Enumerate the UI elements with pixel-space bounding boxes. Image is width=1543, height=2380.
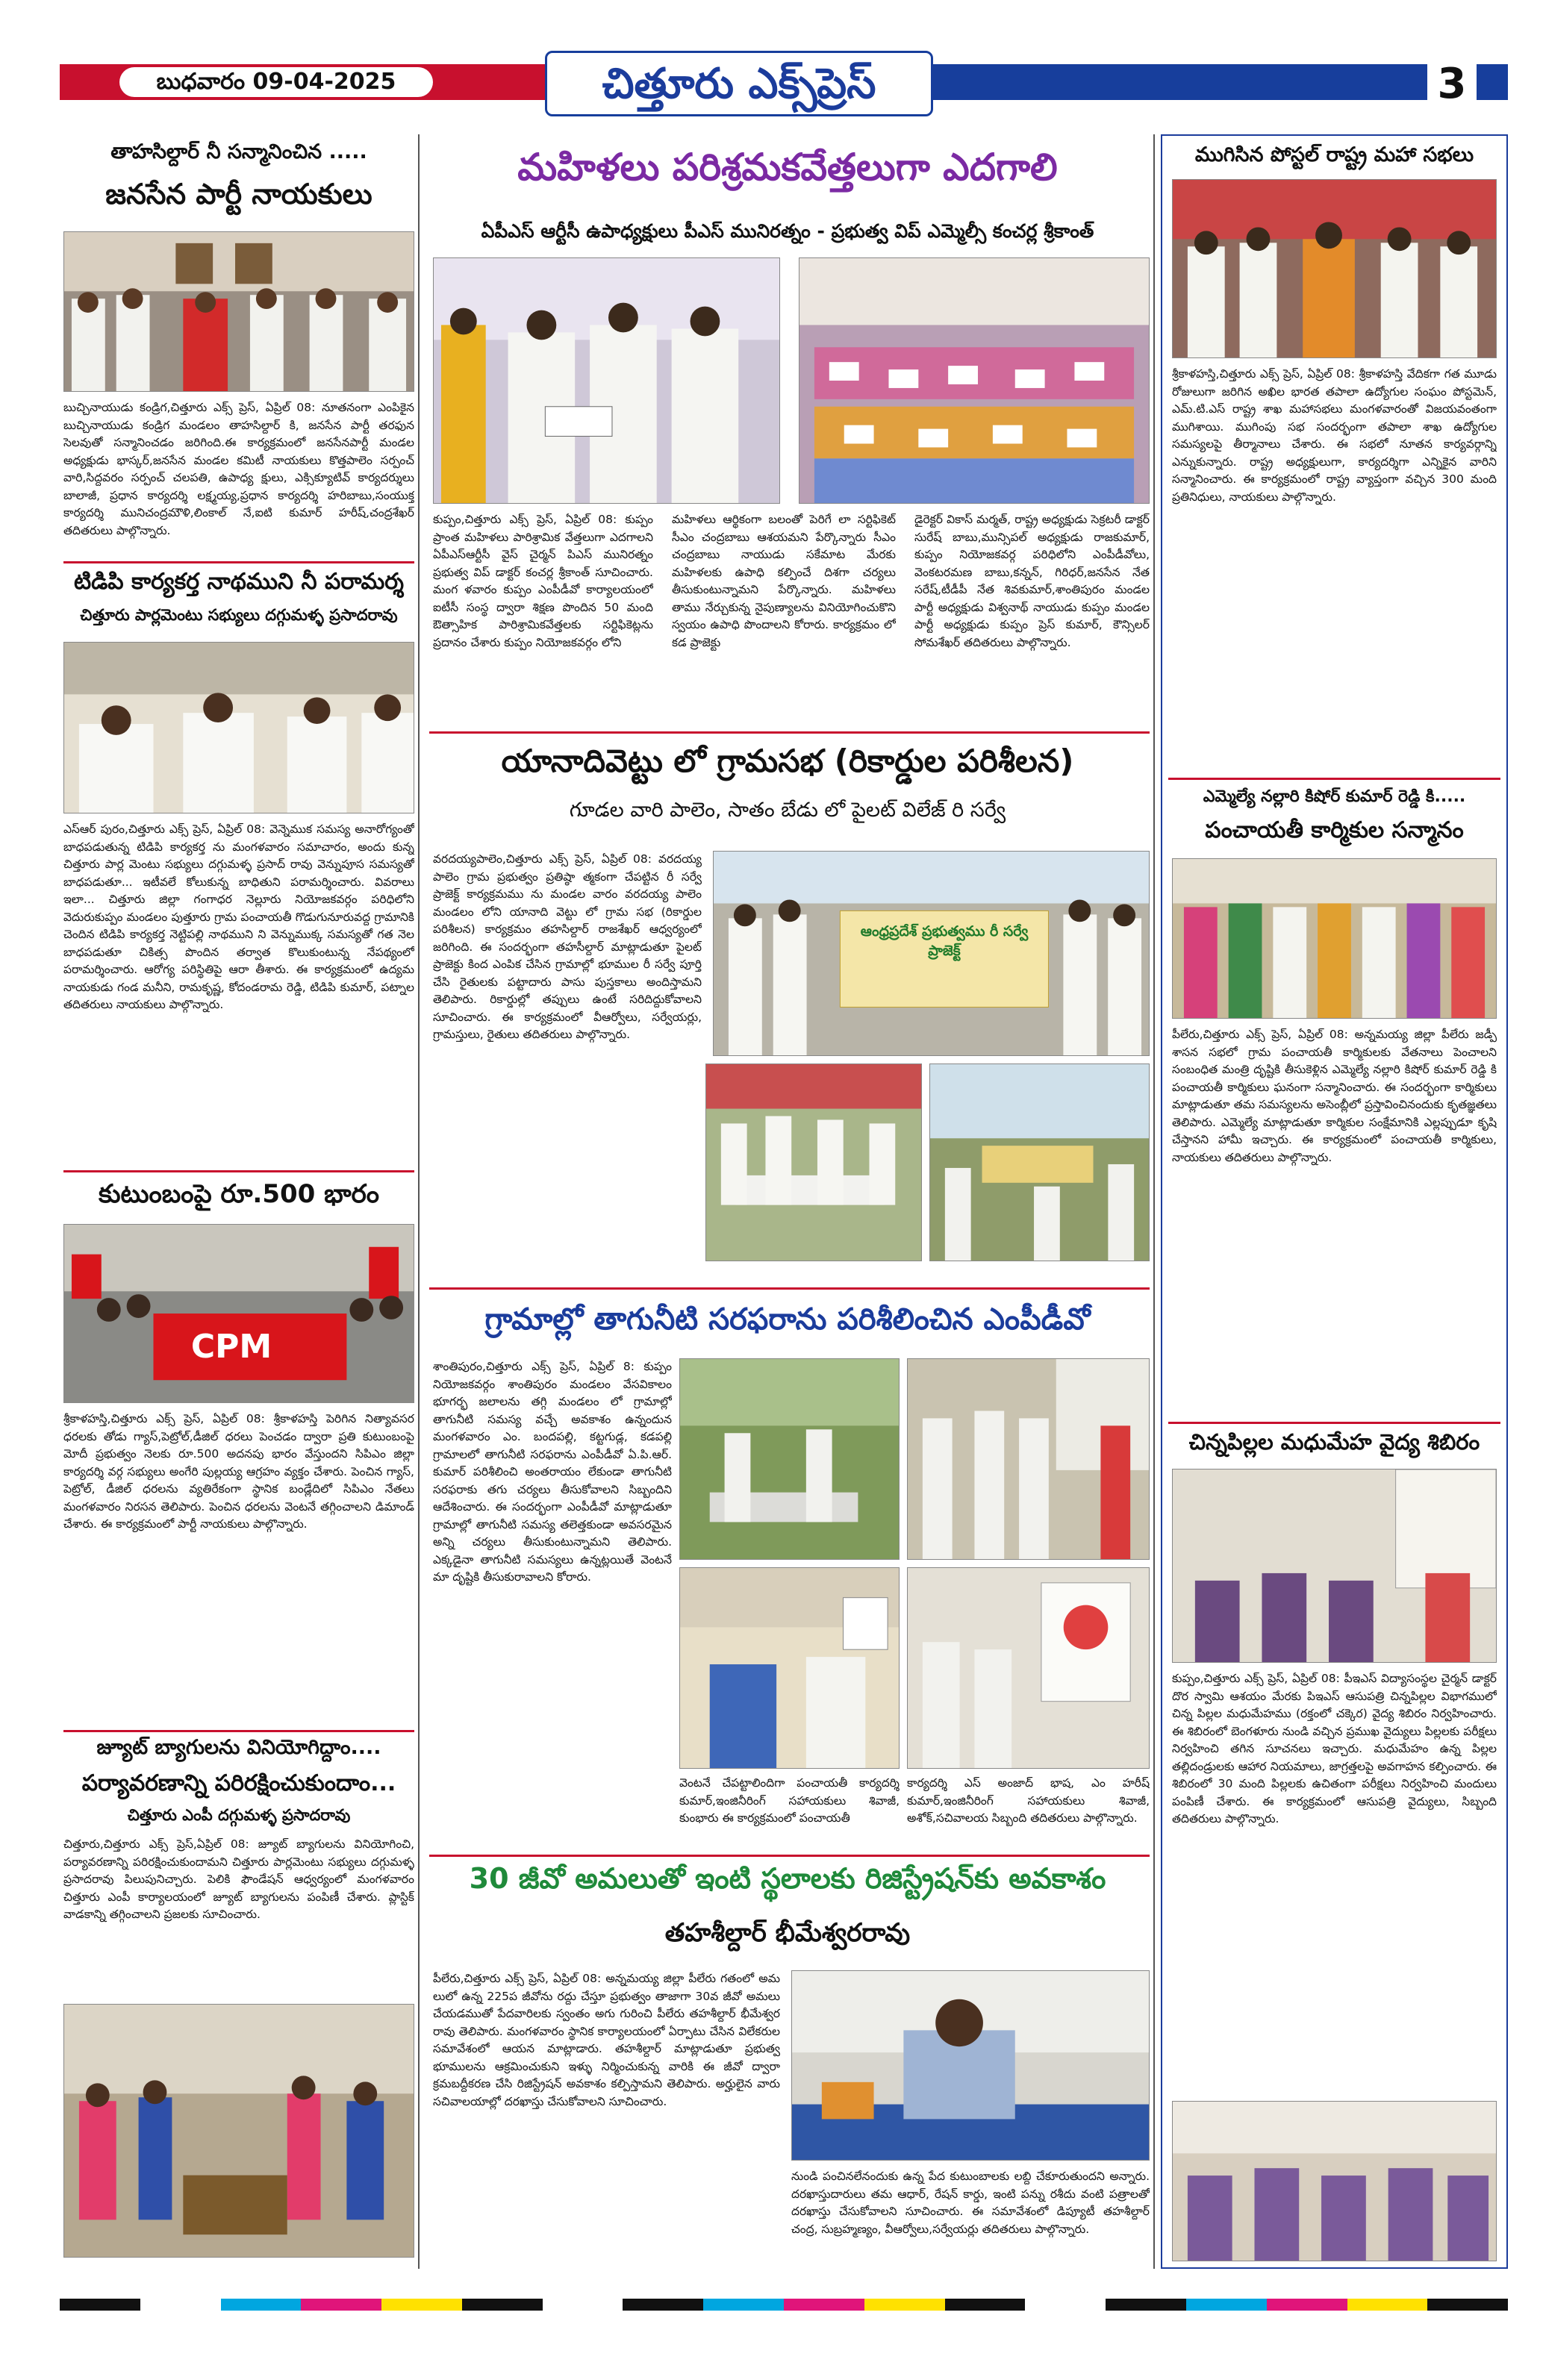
article-divider (1168, 1422, 1500, 1424)
resurvey-banner-text: ఆంధ్రప్రదేశ్ ప్రభుత్వము రీ సర్వే ప్రాజెక్ట్ (860, 923, 1029, 959)
article-kicker: ఎమ్మెల్యే నల్లారి కిషోర్ కుమార్ రెడ్డి కి..... (1203, 787, 1466, 806)
article-body: కుప్పం,చిత్తూరు ఎక్స్ ప్రెస్, ఏప్రిల్ 08: పీఇఎస్ విద్యాసంస్థల చైర్మన్ డాక్టర్ దొర స్వామి ఆశయం మేరకు పిఇఎస్ ఆసుపత్రి చిన్నపిల్లల విభాగములో చిన్న పిల్లల మధుమేహము (రక్తంలో చక్కెర) వైద్య శిబిరం నిర్వహించారు. ఈ శిబిరంలో బెంగళూరు నుండి వచ్చిన ప్రముఖ వైద్యులు పిల్లలకు పరీక్షలు నిర్వహించి తగిన సూచనలు ఇచ్చారు. మధుమేహం ఉన్న పిల్లల తల్లిదండ్రులకు ఆహార నియమాలు, జాగ్రత్తలపై అవగాహన కల్పించారు. ఈ శిబిరంలో 30 మంది పిల్లలకు ఉచితంగా పరీక్షలు నిర్వహించి మందులు పంపిణీ చేశారు. ఈ కార్యక్రమంలో ఆసుపత్రి వైద్యులు, సిబ్బంది తదితరులు పాల్గొన్నారు. (1172, 1672, 1497, 1825)
photo-tahsildar-press-meet (791, 1970, 1150, 2161)
article-body: వరదయ్యపాలెం,చిత్తూరు ఎక్స్ ప్రెస్, ఏప్రిల్ 08: వరదయ్య పాలెం గ్రామ ప్రభుత్వం ప్రతిష్ఠా త్మకంగా చేపట్టిన రీ సర్వే ప్రాజెక్ట్ కార్యక్రమము ను మండల వారం వరదయ్య పాలెం మండలం లోని యానాది వెట్టు లో గ్రామ సభ (రికార్డుల పరిశీలన) కార్యక్రమం తహసిల్దార్ రాజశేఖర్ ఆధ్వర్యంలో జరిగింది. ఈ సందర్భంగా తహసీల్దార్ మాట్లాడుతూ పైలట్ ప్రాజెక్టు కింద ఎంపిక చేసిన గ్రామాల్లో భూముల రీ సర్వే పూర్తి చేసి రైతులకు పట్టాదారు పాసు పుస్తకాలు అందిస్తామని తెలిపారు. రికార్డుల్లో తప్పులు ఉంటే సరిదిద్దుకోవాలని సూచించారు. ఈ కార్యక్రమంలో వీఆర్వోలు, సర్వేయర్లు, గ్రామస్తులు, రైతులు తదితరులు పాల్గొన్నారు. (433, 852, 702, 1041)
article-body: పీలేరు,చిత్తూరు ఎక్స్ ప్రెస్, ఏప్రిల్ 08: అన్నమయ్య జిల్లా పీలేరు గతంలో అమ లులో ఉన్న 225ప జీవోను రద్దు చేస్తూ ప్రభుత్వం తాజాగా 30వ జీవో అమలు చేయడముతో పేదవారిలకు స్వంతం అగు గురించి పీలేరు తహశీల్దార్ భీమేశ్వర రావు తెలిపారు. మంగళవారం స్థానిక కార్యాలయంలో ఏర్పాటు చేసిన విలేకరుల సమావేశంలో ఆయన మాట్లాడారు. తహశీల్దార్ మాట్లాడుతూ ప్రభుత్వ భూములను ఆక్రమించుకుని ఇళ్ళు నిర్మించుకున్న వారికి ఈ జీవో ద్వారా క్రమబద్దీకరణ చేసి రిజిస్ట్రేషన్ అవకాశం కల్పిస్తామని తెలిపారు. అర్హులైన వారు సచివాలయాల్లో దరఖాస్తు చేసుకోవాలని సూచించారు. (433, 1972, 780, 2108)
article-kicker: తాహసిల్దార్ నీ సన్మానించిన ..... (110, 140, 367, 163)
newspaper-title: చిత్తూరు ఎక్స్‌ప్రెస్ (545, 51, 933, 116)
article-body: మహిళలు ఆర్థికంగా బలంతో పెరిగే లా సర్టిఫికెట్ సీఎం చంద్రబాబు ఆశయమని పేర్కొన్నారు సీఎం చంద్రబాబు నాయుడు సకేమాట మేరకు మహిళలకు ఉపాధి కల్పించే దిశగా చర్యలు తీసుకుంటున్నామని పేర్కొన్నారు. మహిళలు తాము నేర్చుకున్న నైపుణ్యాలను వినియోగించుకొని స్వయం ఉపాధి పొందాలని కోరారు. కార్యక్రమం లో కడ ప్రాజెక్టు (672, 513, 896, 649)
photo-diabetes-camp (1172, 1469, 1497, 1663)
article-headline: గ్రామాల్లో తాగునీటి సరఫరాను పరిశీలించిన ఎంపీడీవో (484, 1302, 1091, 1337)
photo-women-group (799, 257, 1150, 504)
article-body: కుప్పం,చిత్తూరు ఎక్స్ ప్రెస్, ఏప్రిల్ 08: కుప్పం ప్రాంత మహిళలు పారిశ్రామిక వేత్తలుగా ఎదగాలని ఏపీఎస్ఆర్టీసీ వైస్ చైర్మన్ పిఎస్ మునిరత్నం ప్రభుత్వ విప్ డాక్టర్ కంచర్ల శ్రీకాంత్ సూచించారు. మంగ ళవారం కుప్పం ఎంపీడీవో కార్యాలయంలో ఐటీసీ సంస్థ ద్వారా శిక్షణ పొందిన 50 మంది ఔత్సాహిక పారిశ్రామికవేత్తలకు సర్టిఫికెట్లను ప్రదానం చేశారు కుప్పం నియోజకవర్గం లోని (433, 513, 653, 649)
article-body: పీలేరు,చిత్తూరు ఎక్స్ ప్రెస్, ఏప్రిల్ 08: అన్నమయ్య జిల్లా పీలేరు జడ్పీ శాసన సభలో గ్రామ పంచాయతీ కార్మికులకు వేతనాలు పెంచాలని సంబంధిత మంత్రి దృష్టికి తీసుకెళ్లిన ఎమ్మెల్యే నల్లారి కిషోర్ కుమార్ రెడ్డి కి పంచాయతీ కార్మికులు ఘనంగా సన్మానించారు. ఈ సందర్భంగా కార్మికులు మాట్లాడుతూ తమ సమస్యలను అసెంబ్లీలో ప్రస్తావించినందుకు కృతజ్ఞతలు తెలిపారు. ఎమ్మెల్యే మాట్లాడుతూ కార్మికుల సంక్షేమానికి ఎల్లప్పుడూ కృషి చేస్తానని హామీ ఇచ్చారు. ఈ కార్యక్రమంలో పంచాయతీ కార్మికులు, నాయకులు తదితరులు పాల్గొన్నారు. (1172, 1028, 1497, 1164)
photo-postal-conference (1172, 179, 1497, 358)
article-body: నుండి పంచినలేనందుకు ఉన్న పేద కుటుంబాలకు లబ్ది చేకూరుతుందని అన్నారు. దరఖాస్తుదారులు తమ ఆధార్, రేషన్ కార్డు, ఇంటి పన్ను రశీదు వంటి పత్రాలతో దరఖాస్తు చేసుకోవాలని సూచించారు. ఈ సమావేశంలో డిప్యూటీ తహశీల్దార్ చంద్ర, సుబ్రహ్మణ్యం, వీఆర్వోలు,సర్వేయర్లు తదితరులు పాల్గొన్నారు. (791, 2170, 1150, 2236)
photo-janasena-felicitation (63, 231, 414, 392)
article-subheadline: తహశీల్దార్ భీమేశ్వరరావు (664, 1918, 911, 1948)
issue-date: బుధవారం 09-04-2025 (119, 67, 433, 97)
photo-camp-audience (1172, 2101, 1497, 2261)
article-body: వెంటనే చేపట్టాలిందిగా పంచాయతీ కార్యదర్శి కుమార్,ఇంజినీరింగ్ సహాయకులు శివాజీ, కుంభారు ఈ కార్యక్రమంలో పంచాయతీ (679, 1776, 900, 1825)
photo-panchayat-workers (1172, 858, 1497, 1019)
article-divider (429, 731, 1150, 734)
article-headline: టిడిపి కార్యకర్త నాథముని నీ పరామర్శ (73, 569, 405, 595)
article-body: ఎస్ఆర్ పురం,చిత్తూరు ఎక్స్ ప్రెస్, ఏప్రిల్ 08: వెన్నెముక సమస్య అనారోగ్యంతో బాధపడుతున్న టిడిపి కార్యకర్త ను మంగళవారం సమాచారం, అందు కున్న చిత్తూరు పార్ల మెంటు సభ్యులు దగ్గుమళ్ళ ప్రసాద్ రావు వెన్నుపూస సమస్యతో బాధపడుతూ... ఇటీవలే కోలుకున్న బాధితుని పరామర్శించారు. వివరాలు ఇలా... చిత్తూరు జిల్లా గంగాధర నెల్లూరు నియోజకవర్గం పరిధిలోని వెదురుకుప్పం మండలం పుత్తూరు గ్రామ పంచాయతీ గొడుగునూరువద్ద గ్రామానికి చెందిన టిడిపి కార్యకర్త నెట్టిపల్లి నాథముని ని వెన్నుముక్క సమస్యతో గత నెల బాధపడుతూ చికిత్స పొందిన తర్వాత కొలుకుంటున్న నేపథ్యంలో పరామర్శించారు. ఆరోగ్య పరిస్థితిపై ఆరా తీశారు. ఈ కార్యక్రమంలో ఉద్యమ నాయకుడు గండ మనీని, రామకృష్ణ, కోదండరామ రెడ్డి, టిడిపి కుమార్, పట్నాల తదితరులు నాయకులు పాల్గొన్నారు. (63, 822, 414, 1011)
article-body: శ్రీకాళహస్తి,చిత్తూరు ఎక్స్ ప్రెస్, ఏప్రిల్ 08: శ్రీకాళహస్తి పెరిగిన నిత్యావసర ధరలకు తోడు గ్యాస్,పెట్రోల్,డీజిల్ ధరలు పెంచడం ద్వారా ప్రతి కుటుంబంపై మోదీ ప్రభుత్వం నెలకు రూ.500 అదనపు భారం వేస్తుందని సిపిఎం జిల్లా కార్యదర్శి వర్గ సభ్యులు అంగేరి పుల్లయ్య ఆగ్రహం వ్యక్తం చేశారు. పెంచిన గ్యాస్, పెట్రోల్, డీజిల్ ధరలను వ్యతిరేకంగా స్థానిక బండ్లేదిలో సిపిఎం నేతలు మంగళవారం నిరసన తెలిపారు. పెంచిన ధరలను వెంటనే తగ్గించాలని డిమాండ్ చేశారు. ఈ కార్యక్రమంలో పార్టీ నాయకులు పాల్గొన్నారు. (63, 1412, 414, 1531)
article-headline: జనసేన పార్టీ నాయకులు (105, 178, 372, 210)
article-divider (63, 1170, 414, 1172)
column-rule (1153, 134, 1155, 2269)
photo-anganwadi-visit (679, 1567, 900, 1769)
article-divider (63, 561, 414, 563)
article-headline: 30 జీవో అమలుతో ఇంటి స్థలాలకు రిజిస్ట్రేషన్‌కు అవకాశం (469, 1862, 1106, 1895)
article-kicker: జ్యూట్ బ్యాగులను వినియోగిద్దాం.... (96, 1736, 381, 1759)
article-headline: పర్యావరణాన్ని పరిరక్షించుకుందాం... (81, 1770, 396, 1796)
article-headline: పంచాయతీ కార్మికుల సన్మానం (1205, 817, 1464, 843)
article-body: బుచ్చినాయుడు కండ్రిగ,చిత్తూరు ఎక్స్ ప్రెస్, ఏప్రిల్ 08: నూతనంగా ఎంపికైన బుచ్చినాయుడు కండ్రిగ మండలం తాహసిల్దార్ కి, జనసేన పార్టీ తరఫున సెలవుతో సన్మానించడం జరిగింది.ఈ కార్యక్రమంలో జనసేనపార్టీ మండల అధ్యక్షుడు భాస్కర్,జనసేన మండల కమిటీ నాయకులు కొత్తపాలెం సర్పంచ్ వారి,సిద్దవరం సర్పంచ్ చలపతి, ఉపాధ్య క్షులు, ఎక్సిక్యూటివ్ కార్యదర్శులు బాలాజీ, ప్రధాన కార్యదర్శి లక్ష్మయ్య,ప్రధాన కార్యదర్శి హరిబాబు,సంయుక్త కార్యదర్శి మునిచంద్రమౌళి,లింకాల్ నే,ఐటి కుమార్ హరీష్,చంద్రశేఖర్ తదితరులు పాల్గొన్నారు. (63, 401, 414, 537)
article-body: డైరెక్టర్ వికాస్ మర్మత్, రాష్ట్ర అధ్యక్షుడు సెక్రటరీ డాక్టర్ సురేష్ బాబు,మున్సిపల్ అధ్యక్షుడు రాజకుమార్, కుప్పం నియోజకవర్గ పరిధిలోని ఎంపీడీవోలు, వెంకటరమణ బాబు,కన్నన్, గిరిధర్,జనసేన నేత సరేష్,టీడీపీ నేత శివకుమార్,శాంతిపురం మండల పార్టీ అధ్యక్షుడు విశ్వనాథ్ నాయుడు కుప్పం మండల పార్టీ అధ్యక్షుడు కుప్పం ప్రెస్ కుమార్, కౌన్సిలర్ సోమశేఖర్ తదితరులు పాల్గొన్నారు. (914, 513, 1150, 649)
photo-certificate-ceremony (433, 257, 780, 504)
cpm-banner: CPM (190, 1328, 272, 1366)
photo-jute-bags (63, 2004, 414, 2258)
article-body: కార్యదర్శి ఎస్ అంజాద్ భాష, ఎం హరీష్ కుమార్,ఇంజినీరింగ్ సహాయకులు శివాజీ, అశోక్,సచివాలయ సిబ్బంది తదితరులు పాల్గొన్నారు. (907, 1776, 1150, 1825)
article-headline-lead: మహిళలు పరిశ్రమకవేత్తలుగా ఎదగాలి (517, 146, 1058, 189)
article-subheadline: ఏపీఎస్ ఆర్టీసీ ఉపాధ్యక్షులు పీఎస్ మునిరత్నం - ప్రభుత్వ విప్ ఎమ్మెల్సీ కంచర్ల శ్రీకాంత్ (481, 220, 1094, 242)
photo-mp-visit (63, 642, 414, 813)
article-subheadline: గూడల వారి పాలెం, సాతం బేడు లో పైలట్ విలేజ్ రి సర్వే (569, 799, 1006, 822)
article-divider (429, 1287, 1150, 1290)
photo-gramasabha-meeting (705, 1063, 922, 1261)
photo-water-tank-inspection (679, 1358, 900, 1560)
article-divider (63, 1730, 414, 1732)
article-subheadline: చిత్తూరు పార్లమెంటు సభ్యులు దగ్గుమళ్ళ ప్రసాదరావు (80, 606, 398, 624)
photo-mpdo-villagers (907, 1358, 1150, 1560)
page-number: 3 (1427, 60, 1477, 109)
article-body: శాంతిపురం,చిత్తూరు ఎక్స్ ప్రెస్, ఏప్రిల్ 8: కుప్పం నియోజకవర్గం శాంతిపురం మండలం వేసవికాలం భూగర్భ జలాలను తగ్గి మండలం లో గ్రామాల్లో తాగునీటి సమస్య వచ్చే అవకాశం ఉన్నందున మంగళవారం ఎం. బందపల్లి, కట్టగుడ్ల, కడపల్లి గ్రామాలలో తాగునీటి సరఫరాను ఎంపీడీవో ఏ.పి.ఆర్. కుమార్ పరిశీలించి అంతరాయం లేకుండా తాగునీటి సరఫరాకు తగు చర్యలు తీసుకోవాలని సిబ్బందిని ఆదేశించారు. ఈ సందర్భంగా ఎంపీడీవో మాట్లాడుతూ గ్రామాల్లో తాగునీటి సమస్య తలెత్తకుండా అవసరమైన అన్ని చర్యలు తీసుకుంటున్నామని తెలిపారు. ఎక్కడైనా తాగునీటి సమస్యలు ఉన్నట్లయితే వెంటనే మా దృష్టికి తీసుకురావాలని కోరారు. (433, 1360, 672, 1584)
article-body: చిత్తూరు,చిత్తూరు ఎక్స్ ప్రెస్,ఏప్రిల్ 08: జ్యూట్ బ్యాగులను వినియోగించి, పర్యావరణాన్ని పరిరక్షించుకుందామని చిత్తూరు పార్లమెంటు సభ్యులు దగ్గుమళ్ళ ప్రసాదరావు పిలుపునిచ్చారు. పెలికి ఫౌండేషన్ ఆధ్వర్యంలో మంగళవారం చిత్తూరు ఎంపీ కార్యాలయంలో జ్యూట్ బ్యాగులను పంపిణీ చేశారు. ప్లాస్టిక్ వాడకాన్ని తగ్గించాలని ప్రజలకు సూచించారు. (63, 1837, 414, 1921)
article-headline: యానాదివెట్టు లో గ్రామసభ (రికార్డుల పరిశీలన) (501, 743, 1074, 779)
article-headline: ముగిసిన పోస్టల్ రాష్ట్ర మహా సభలు (1194, 143, 1474, 166)
column-rule (418, 134, 420, 2269)
photo-cpm-protest (63, 1224, 414, 1403)
photo-school-inspection (907, 1567, 1150, 1769)
article-divider (429, 1855, 1150, 1857)
print-color-strip (60, 2299, 1508, 2311)
article-headline: చిన్నపిల్లల మధుమేహ వైద్య శిబిరం (1188, 1429, 1480, 1455)
article-body: శ్రీకాళహస్తి,చిత్తూరు ఎక్స్ ప్రెస్, ఏప్రిల్ 08: శ్రీకాళహస్తి వేదికగా గత మూడు రోజులుగా జరిగిన అఖిల భారత తపాలా ఉద్యోగుల సంఘం పోస్టమెన్, ఎమ్.టి.ఎస్ రాష్ట్ర శాఖ మహాసభలు మంగళవారంతో విజయవంతంగా ముగిశాయి. ముగింపు సభ సందర్భంగా తపాలా శాఖ ఉద్యోగుల సమస్యలపై తీర్మానాలు చేశారు. ఈ సభలో నూతన కార్యవర్గాన్ని ఎన్నుకున్నారు. రాష్ట్ర అధ్యక్షులుగా, కార్యదర్శిగా ఎన్నికైన వారిని సన్మానించారు. ఈ కార్యక్రమంలో రాష్ట్ర వ్యాప్తంగా వచ్చిన 300 మంది ప్రతినిధులు, నాయకులు పాల్గొన్నారు. (1172, 367, 1497, 504)
article-subheadline: చిత్తూరు ఎంపీ దగ్గుమళ్ళ ప్రసాదరావు (127, 1806, 351, 1824)
article-divider (1168, 778, 1500, 780)
article-headline: కుటుంబంపై రూ.500 భారం (99, 1179, 379, 1209)
photo-village-survey (929, 1063, 1150, 1261)
